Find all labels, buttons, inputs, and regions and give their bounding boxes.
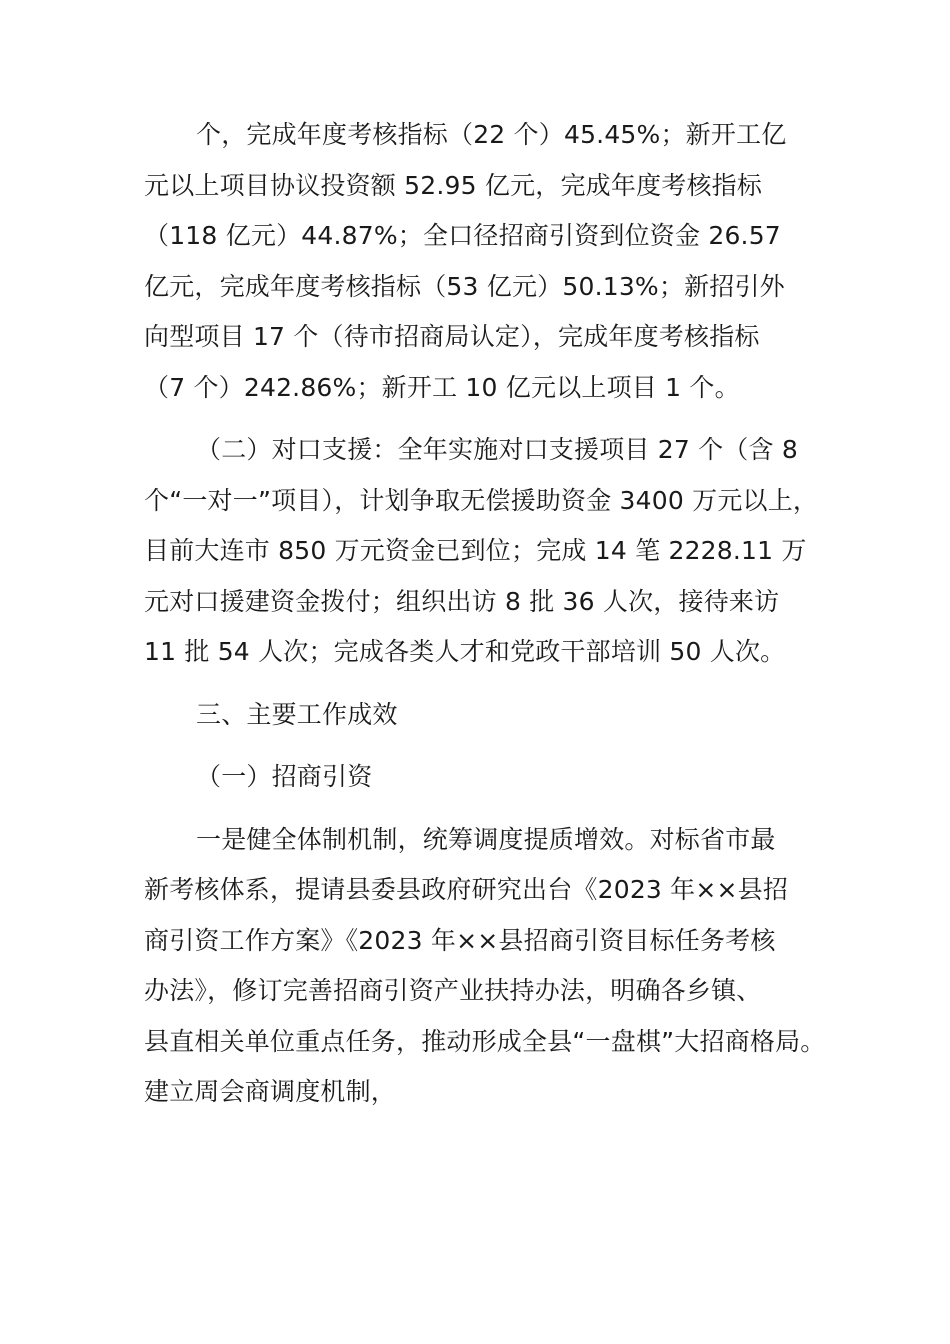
paragraph-line: （118 亿元）44.87%；全口径招商引资到位资金 26.57	[144, 221, 781, 250]
paragraph-line: （二）对口支援：全年实施对口支援项目 27 个（含 8	[196, 435, 798, 464]
subsection-heading: （一）招商引资	[196, 762, 373, 791]
paragraph-line: 元对口援建资金拨付；组织出访 8 批 36 人次，接待来访	[144, 586, 780, 616]
paragraph-line: 建立周会商调度机制，	[144, 1077, 397, 1106]
paragraph-line: 一是健全体制机制，统筹调度提质增效。对标省市最	[196, 824, 776, 854]
paragraph-line: 新考核体系，提请县委县政府研究出台《2023 年××县招	[144, 875, 789, 904]
paragraph-line: 向型项目 17 个（待市招商局认定），完成年度考核指标	[144, 322, 760, 351]
document-body	[144, 110, 834, 1118]
paragraph-line: 个，完成年度考核指标（22 个）45.45%；新开工亿	[196, 120, 787, 149]
section-heading: 三、主要工作成效	[196, 699, 398, 729]
paragraph-line: 个“一对一”项目），计划争取无偿援助资金 3400 万元以上，	[144, 485, 819, 515]
paragraph-line: 办法》，修订完善招商引资产业扶持办法，明确各乡镇、	[144, 976, 762, 1005]
paragraph-line: （7 个）242.86%；新开工 10 亿元以上项目 1 个。	[144, 372, 740, 402]
paragraph-line: 元以上项目协议投资额 52.95 亿元，完成年度考核指标	[144, 170, 763, 200]
paragraph-line: 县直相关单位重点任务，推动形成全县“一盘棋”大招商格局。	[144, 1026, 826, 1056]
paragraph-line: 亿元，完成年度考核指标（53 亿元）50.13%；新招引外	[144, 271, 785, 301]
paragraph-line: 目前大连市 850 万元资金已到位；完成 14 笔 2228.11 万	[144, 536, 807, 565]
paragraph-line: 11 批 54 人次；完成各类人才和党政干部培训 50 人次。	[144, 637, 786, 666]
paragraph-line: 商引资工作方案》《2023 年××县招商引资目标任务考核	[144, 925, 776, 955]
